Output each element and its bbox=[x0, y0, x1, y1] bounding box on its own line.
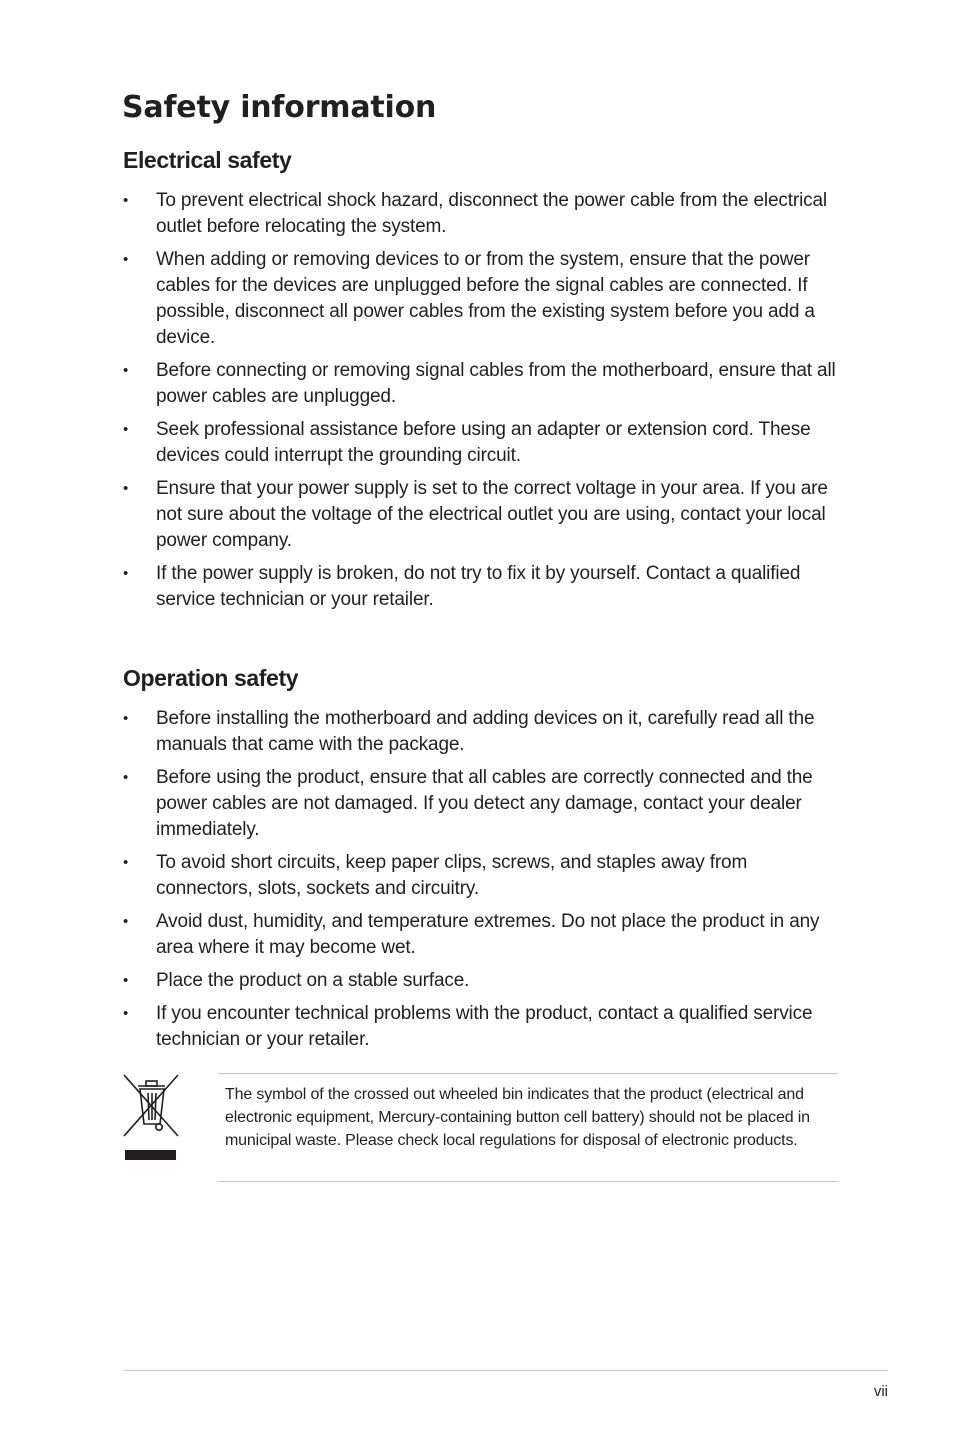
bullet-marker: • bbox=[123, 769, 129, 786]
page-number: vii bbox=[873, 1383, 888, 1400]
bullet-marker: • bbox=[123, 251, 129, 268]
list-item-text: When adding or removing devices to or from the system, ensure that the power cables for the devices are unplugged before the signal cables are connected. If possible, disconnect all power cables from the existing system before you add a device. bbox=[156, 249, 815, 348]
list-item bbox=[123, 561, 843, 613]
list-item-text: Before installing the motherboard and adding devices on it, carefully read all the manuals that came with the package. bbox=[156, 708, 815, 755]
crossed-out-wheeled-bin-icon bbox=[122, 1072, 180, 1162]
bullet-marker: • bbox=[123, 421, 129, 438]
bullet-marker: • bbox=[123, 565, 129, 582]
bullet-marker: • bbox=[123, 480, 129, 497]
operation-safety-heading: Operation safety bbox=[123, 665, 299, 691]
page-title: Safety information bbox=[122, 90, 437, 125]
list-item bbox=[123, 476, 843, 554]
list-item bbox=[123, 909, 843, 961]
list-item bbox=[123, 706, 843, 758]
list-item-text: Before using the product, ensure that all cables are correctly connected and the power cables are not damaged. If you detect any damage, contact your dealer immediately. bbox=[156, 767, 813, 840]
footer-divider bbox=[124, 1370, 888, 1371]
list-item bbox=[123, 850, 843, 902]
bullet-marker: • bbox=[123, 972, 129, 989]
list-item-text: Ensure that your power supply is set to the correct voltage in your area. If you are not sure about the voltage of the electrical outlet you are using, contact your local power company. bbox=[156, 478, 828, 551]
list-item bbox=[123, 417, 843, 469]
list-item-text: To avoid short circuits, keep paper clips, screws, and staples away from connectors, slots, sockets and circuitry. bbox=[156, 852, 748, 899]
list-item-text: Avoid dust, humidity, and temperature extremes. Do not place the product in any area where it may become wet. bbox=[156, 911, 820, 958]
list-item bbox=[123, 247, 843, 351]
list-item-text: If you encounter technical problems with the product, contact a qualified service technician or your retailer. bbox=[156, 1003, 813, 1050]
list-item bbox=[123, 358, 843, 410]
list-item-text: Before connecting or removing signal cables from the motherboard, ensure that all power cables are unplugged. bbox=[156, 360, 836, 407]
disposal-notice bbox=[218, 1073, 838, 1182]
bullet-marker: • bbox=[123, 192, 129, 209]
list-item bbox=[123, 188, 843, 240]
disposal-notice-text: The symbol of the crossed out wheeled bin indicates that the product (electrical and electronic equipment, Mercury-containing button cell battery) should not be placed in municipal waste. Please check local regulations for disposal of electronic products. bbox=[225, 1086, 810, 1149]
list-item bbox=[123, 968, 843, 994]
list-item bbox=[123, 765, 843, 843]
bullet-marker: • bbox=[123, 913, 129, 930]
bullet-marker: • bbox=[123, 1005, 129, 1022]
list-item-text: Seek professional assistance before using an adapter or extension cord. These devices could interrupt the grounding circuit. bbox=[156, 419, 811, 466]
bullet-marker: • bbox=[123, 710, 129, 727]
electrical-safety-heading: Electrical safety bbox=[123, 147, 292, 173]
electrical-safety-list bbox=[123, 188, 843, 620]
list-item-text: To prevent electrical shock hazard, disconnect the power cable from the electrical outlet before relocating the system. bbox=[156, 190, 827, 237]
bullet-marker: • bbox=[123, 854, 129, 871]
operation-safety-list bbox=[123, 706, 843, 1060]
list-item-text: Place the product on a stable surface. bbox=[156, 970, 470, 991]
bullet-marker: • bbox=[123, 362, 129, 379]
list-item bbox=[123, 1001, 843, 1053]
list-item-text: If the power supply is broken, do not try to fix it by yourself. Contact a qualified service technician or your retailer. bbox=[156, 563, 801, 610]
